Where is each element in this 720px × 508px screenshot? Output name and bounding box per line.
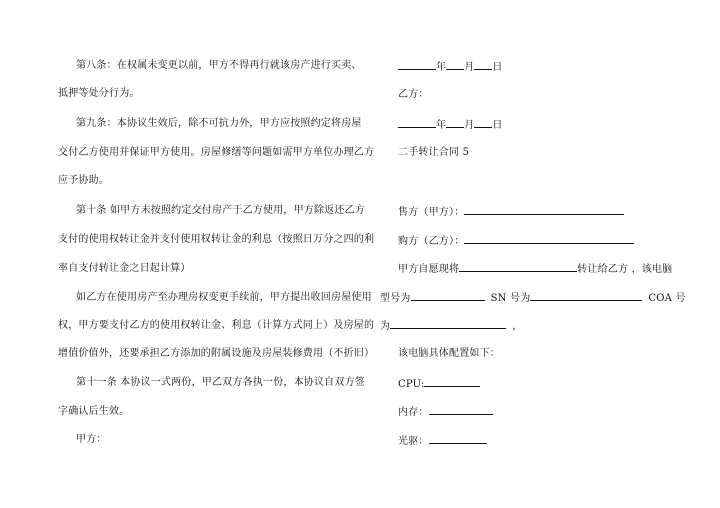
coa-blank xyxy=(390,319,506,329)
cpu-blank xyxy=(424,377,480,387)
article-8-line-1: 第八条：在权属未变更以前，甲方不得再行就该房产进行买卖、 xyxy=(76,60,362,71)
article-11-line-2: 字确认后生效。 xyxy=(58,406,130,417)
article-10-line-6: 增值价值外，还要承担乙方添加的附属设施及房屋装修费用（不折旧） xyxy=(58,348,375,359)
coa-line: 为 ， xyxy=(380,321,523,332)
article-9-line-1: 第九条：本协议生效后，除不可抗力外，甲方应按照约定将房屋 xyxy=(76,118,362,129)
memory-blank xyxy=(429,405,493,415)
month-blank xyxy=(446,118,464,128)
optical-blank xyxy=(429,434,487,444)
article-11-line-1: 第十一条 本协议一式两份，甲乙双方各执一份，本协议自双方签 xyxy=(76,377,365,388)
month-blank xyxy=(446,60,464,70)
transfer-blank xyxy=(459,262,577,272)
party-b-label: 乙方： xyxy=(398,89,429,100)
article-10-line-3: 率自支付转让金之日起计算） xyxy=(58,263,191,274)
date-line-2: 年 月 日 xyxy=(398,118,503,132)
article-10-line-1: 第十条 如甲方未按照约定交付房产于乙方使用，甲方除返还乙方 xyxy=(76,205,365,216)
article-9-line-2: 交付乙方使用并保证甲方使用。房屋修缮等问题如需甲方单位办理乙方 xyxy=(58,147,375,158)
contract-title: 二手转让合同 5 xyxy=(398,147,470,158)
buyer-blank xyxy=(464,234,634,244)
day-blank xyxy=(474,60,492,70)
seller-line: 售方（甲方）： xyxy=(398,205,624,219)
year-blank xyxy=(398,118,436,128)
config-title: 该电脑具体配置如下： xyxy=(398,348,500,359)
transfer-line: 甲方自愿现将 转让给乙方 ，该电脑 xyxy=(398,264,673,275)
article-8-line-2: 抵押等处分行为。 xyxy=(58,88,140,99)
model-line: 型号为 SN 号为 COA 号 xyxy=(380,293,686,304)
article-10-line-5: 权，甲方要支付乙方的使用权转让金、利息（计算方式同上）及房屋的 xyxy=(58,320,375,331)
sn-blank xyxy=(530,291,642,301)
cpu-line: CPU: xyxy=(398,377,480,391)
buyer-line: 购方（乙方）： xyxy=(398,234,634,248)
model-blank xyxy=(411,291,485,301)
year-blank xyxy=(398,60,436,70)
memory-line: 内存： xyxy=(398,405,493,419)
article-9-line-3: 应予协助。 xyxy=(58,175,109,186)
party-a-signature-label: 甲方： xyxy=(76,434,107,445)
article-10-line-4: 如乙方在使用房产至办理房权变更手续前，甲方提出收回房屋使用 xyxy=(76,292,372,303)
date-line-1: 年 月 日 xyxy=(398,60,503,74)
day-blank xyxy=(474,118,492,128)
seller-blank xyxy=(464,205,624,215)
article-10-line-2: 支付的使用权转让金并支付使用权转让金的利息（按照日万分之四的利 xyxy=(58,234,375,245)
optical-drive-line: 光驱： xyxy=(398,434,487,448)
